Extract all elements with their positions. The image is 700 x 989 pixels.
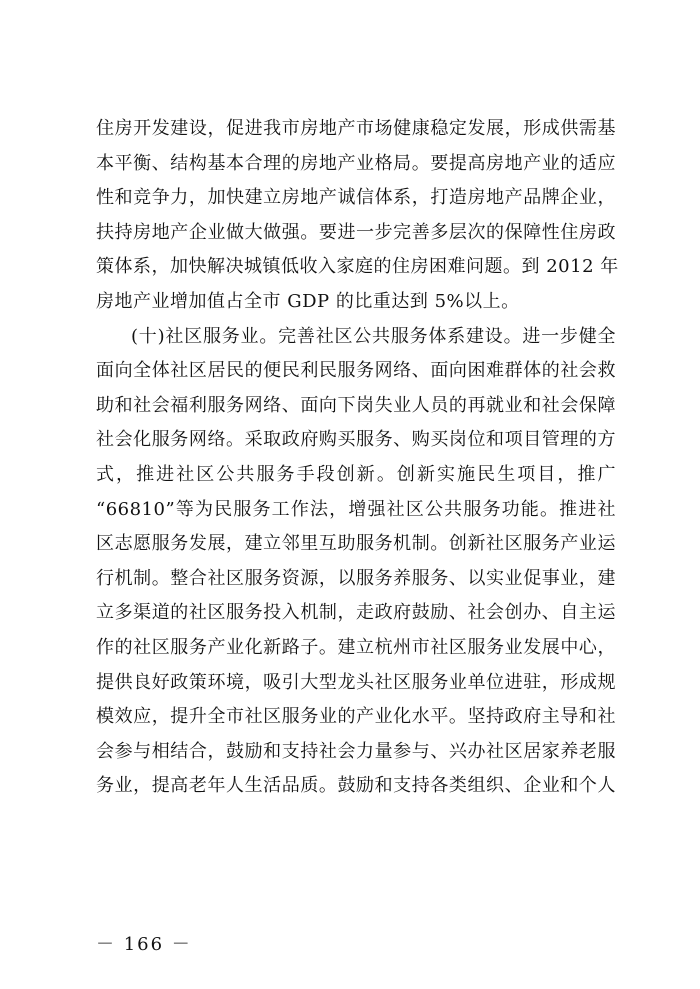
text-line: 作的社区服务产业化新路子。建立杭州市社区服务业发展中心， xyxy=(96,636,616,658)
text-line: 房地产业增加值占全市 GDP 的比重达到 5%以上。 xyxy=(96,290,520,312)
text-line: 会参与相结合，鼓励和支持社会力量参与、兴办社区居家养老服 xyxy=(96,740,616,762)
section-heading-line: (十)社区服务业。完善社区公共服务体系建设。进一步健全 xyxy=(131,325,616,347)
text-line: 式，推进社区公共服务手段创新。创新实施民生项目，推广 xyxy=(96,463,616,485)
text-line: 扶持房地产企业做大做强。要进一步完善多层次的保障性住房政 xyxy=(96,221,616,243)
text-line: 助和社会福利服务网络、面向下岗失业人员的再就业和社会保障 xyxy=(96,394,616,416)
text-line: “66810”等为民服务工作法，增强社区公共服务功能。推进社 xyxy=(96,498,616,520)
text-line: 策体系，加快解决城镇低收入家庭的住房困难问题。到 2012 年 xyxy=(96,256,619,278)
text-line: 模效应，提升全市社区服务业的产业化水平。坚持政府主导和社 xyxy=(96,706,616,728)
text-line: 面向全体社区居民的便民利民服务网络、面向困难群体的社会救 xyxy=(96,360,616,382)
text-line: 社会化服务网络。采取政府购买服务、购买岗位和项目管理的方 xyxy=(96,429,616,451)
text-line: 务业，提高老年人生活品质。鼓励和支持各类组织、企业和个人 xyxy=(96,775,616,797)
text-line: 本平衡、结构基本合理的房地产业格局。要提高房地产业的适应 xyxy=(96,152,616,174)
text-line: 性和竞争力，加快建立房地产诚信体系，打造房地产品牌企业， xyxy=(96,187,616,209)
page-number: － 166 － xyxy=(96,934,192,955)
body-text xyxy=(96,112,619,804)
text-line: 住房开发建设，促进我市房地产市场健康稳定发展，形成供需基 xyxy=(96,118,616,139)
text-line: 行机制。整合社区服务资源，以服务养服务、以实业促事业，建 xyxy=(96,567,616,589)
text-line: 区志愿服务发展，建立邻里互助服务机制。创新社区服务产业运 xyxy=(96,533,616,555)
text-line: 提供良好政策环境，吸引大型龙头社区服务业单位进驻，形成规 xyxy=(96,671,616,693)
text-line: 立多渠道的社区服务投入机制，走政府鼓励、社会创办、自主运 xyxy=(96,602,616,624)
